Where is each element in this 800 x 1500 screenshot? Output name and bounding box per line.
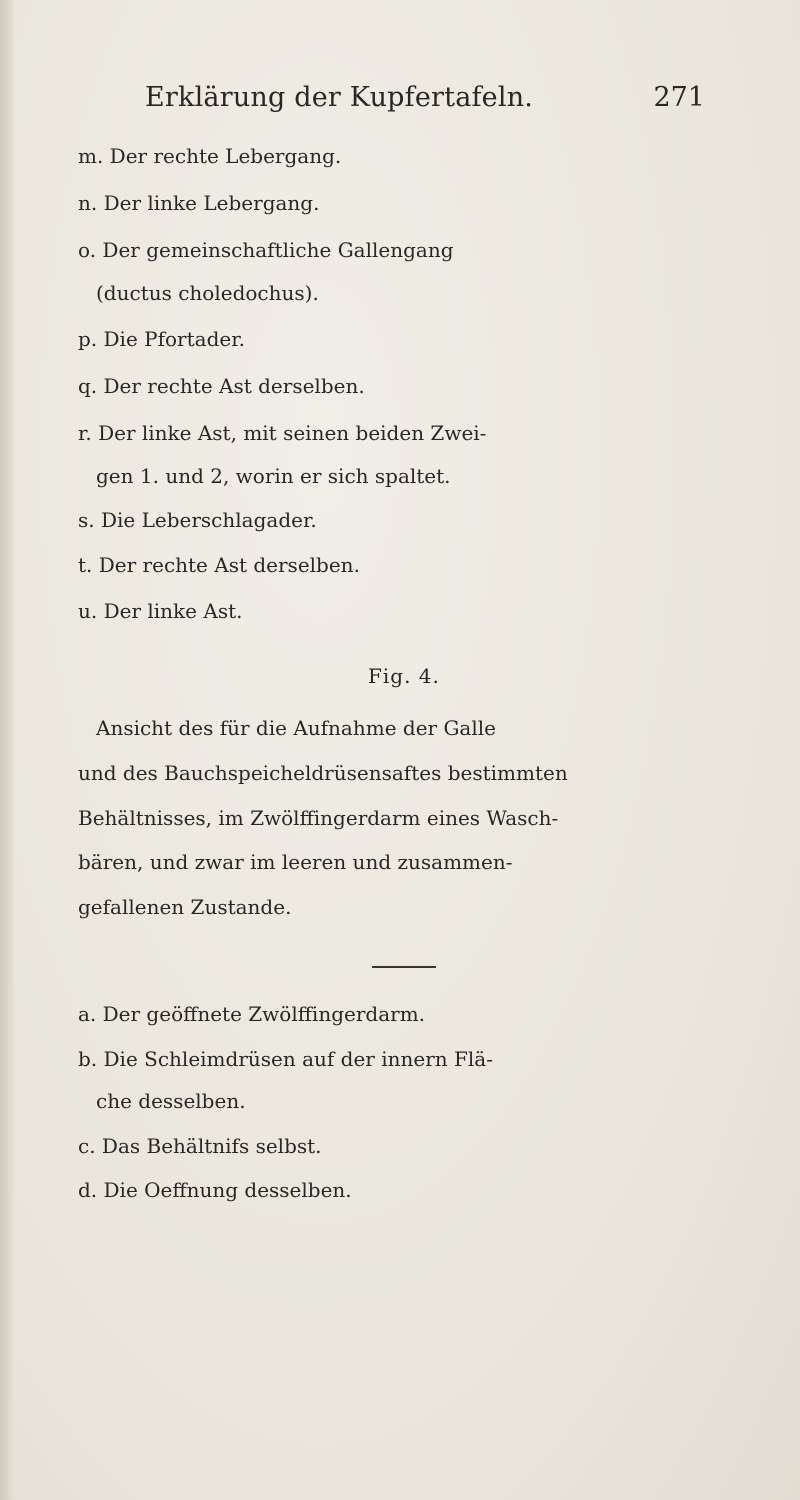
legend-item-m: m. Der rechte Lebergang. (78, 144, 342, 168)
figure-caption-line-4: bären, und zwar im leeren und zusammen- (78, 850, 513, 874)
legend-item-o: o. Der gemeinschaftliche Gallengang (78, 238, 454, 262)
legend-item-c: c. Das Behältnifs selbst. (78, 1134, 322, 1158)
figure-caption-line-5: gefallenen Zustande. (78, 895, 292, 919)
legend-item-r-continued: gen 1. und 2, worin er sich spaltet. (96, 464, 451, 488)
figure-caption-line-1: Ansicht des für die Aufnahme der Galle (96, 716, 496, 740)
page-spine-shadow (0, 0, 14, 1500)
legend-item-n: n. Der linke Lebergang. (78, 191, 320, 215)
legend-item-o-continued: (ductus choledochus). (96, 281, 319, 305)
legend-item-b-continued: che desselben. (96, 1089, 246, 1113)
legend-item-r: r. Der linke Ast, mit seinen beiden Zwei- (78, 421, 487, 445)
page-title: Erklärung der Kupfertafeln. (145, 82, 534, 113)
section-divider (372, 966, 436, 968)
legend-item-b: b. Die Schleimdrüsen auf der innern Flä- (78, 1047, 493, 1071)
legend-item-a: a. Der geöffnete Zwölffingerdarm. (78, 1002, 426, 1026)
legend-item-t: t. Der rechte Ast derselben. (78, 553, 360, 577)
legend-item-d: d. Die Oeffnung desselben. (78, 1178, 352, 1202)
figure-label: Fig. 4. (368, 664, 440, 688)
legend-item-p: p. Die Pfortader. (78, 327, 245, 351)
legend-item-u: u. Der linke Ast. (78, 599, 243, 623)
legend-item-q: q. Der rechte Ast derselben. (78, 374, 365, 398)
figure-caption-line-3: Behältnisses, im Zwölffingerdarm eines Wasch- (78, 806, 559, 830)
legend-item-s: s. Die Leberschlagader. (78, 508, 317, 532)
page-number: 271 (653, 82, 705, 113)
page-header (145, 82, 705, 126)
figure-caption-line-2: und des Bauchspeicheldrüsensaftes bestimmten (78, 761, 568, 785)
